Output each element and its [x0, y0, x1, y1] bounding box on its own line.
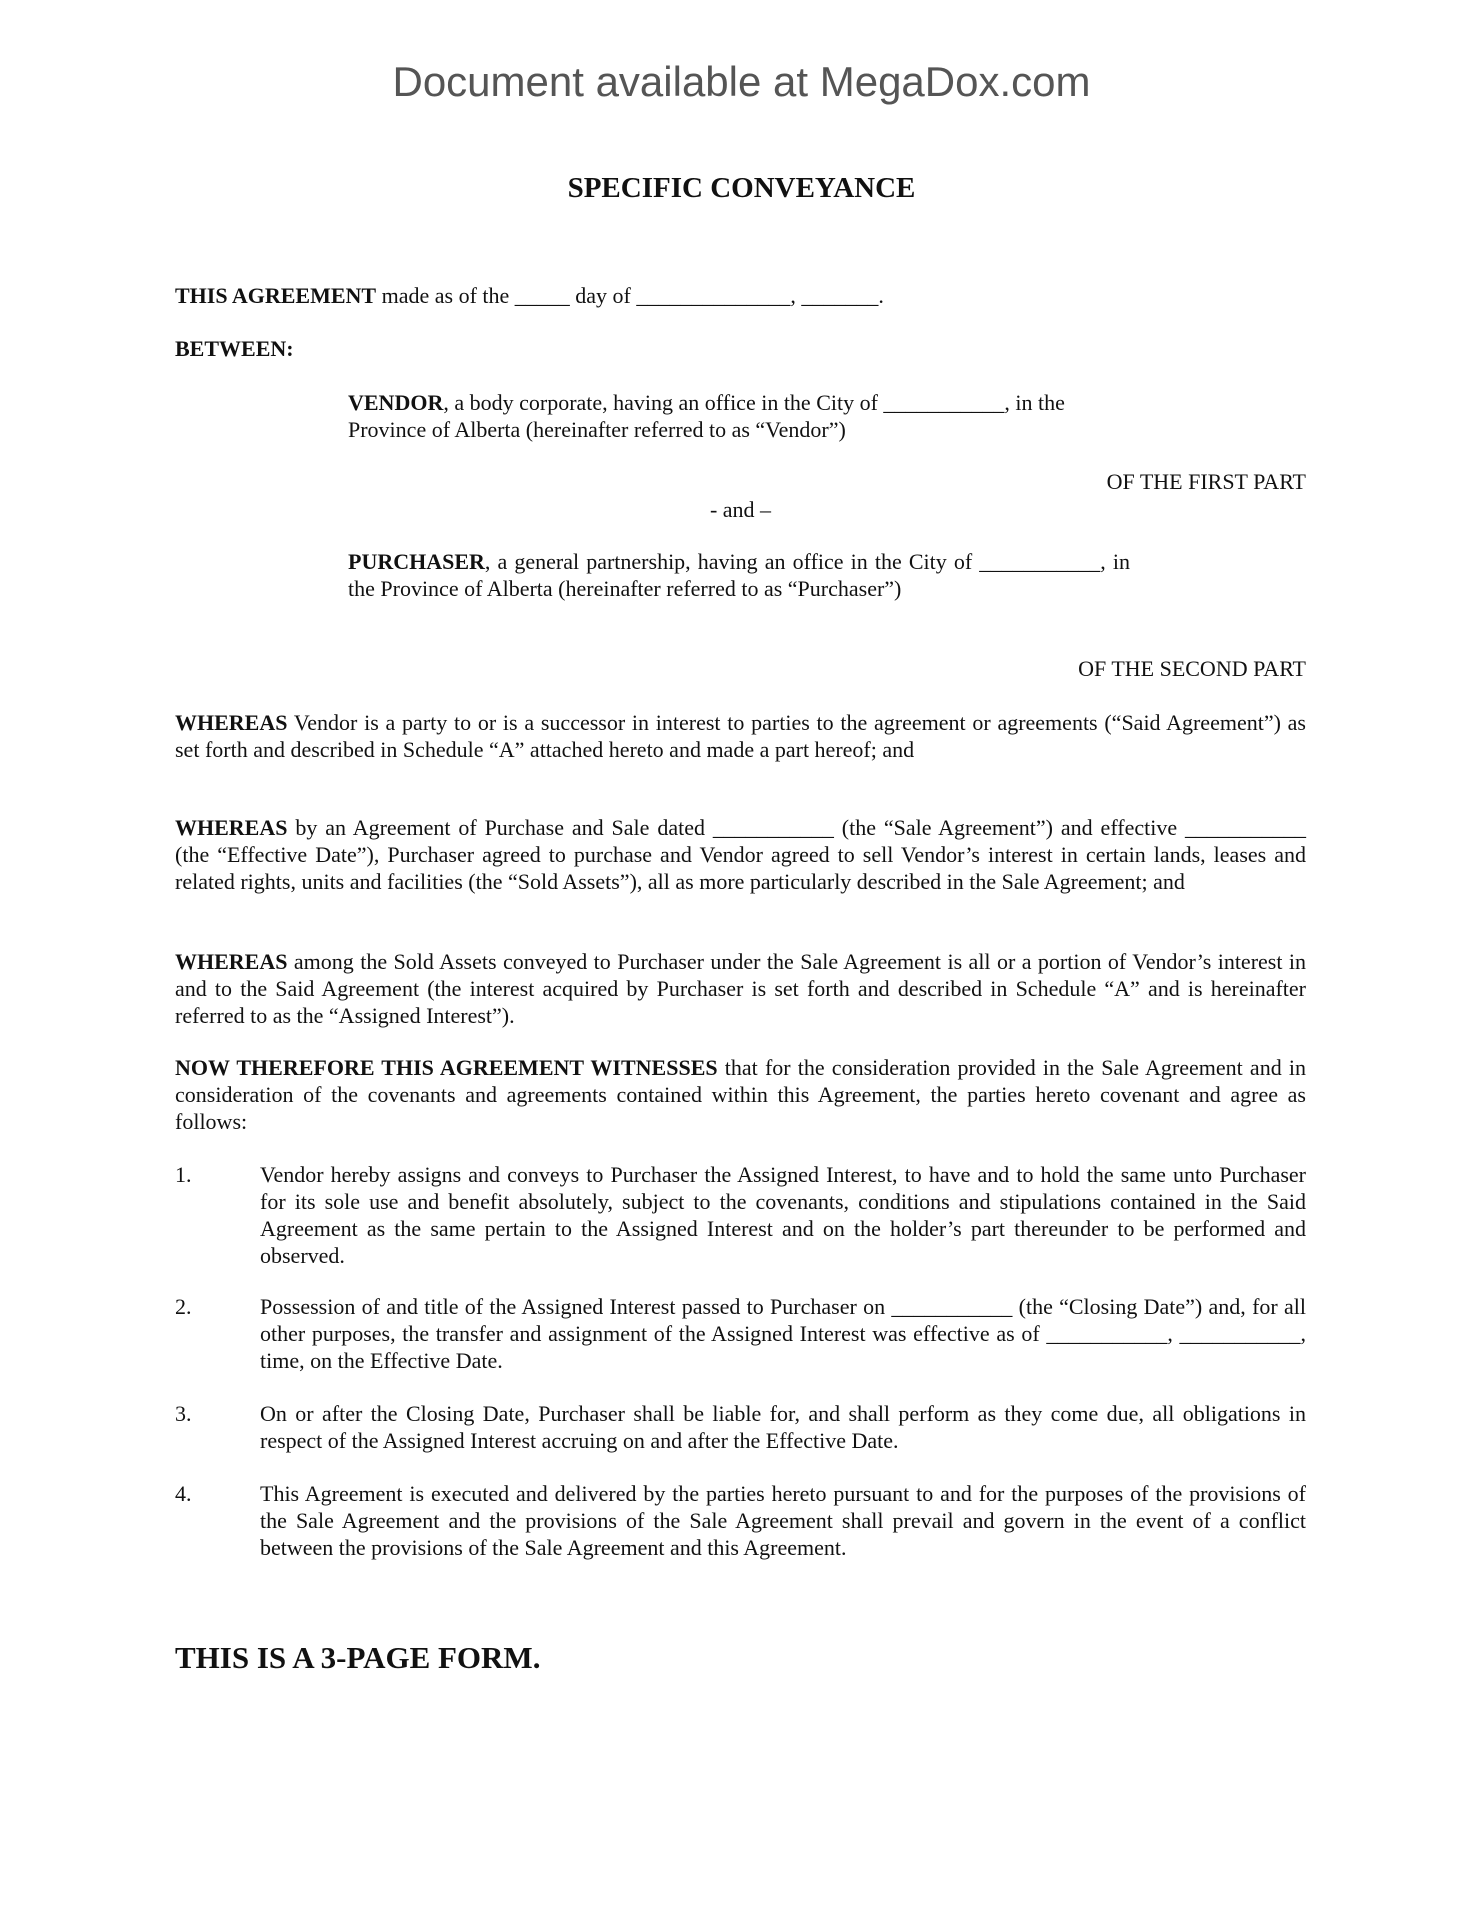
witnesses-bold: NOW THEREFORE THIS AGREEMENT WITNESSES [175, 1055, 718, 1080]
recital-bold: WHEREAS [175, 949, 288, 974]
intro-text: made as of the _____ day of ______________, _______. [376, 283, 884, 308]
between-label: BETWEEN: [175, 336, 294, 361]
item-text: On or after the Closing Date, Purchaser shall be liable for, and shall perform as they come due, all obligations in respect of the Assigned Interest accruing on and after the Effective Date. [260, 1401, 1306, 1453]
recital-text: Vendor is a party to or is a successor in interest to parties to the agreement or agreements (“Said Agreement”) as set forth and described in Schedule “A” attached hereto and made a part hereof; and [175, 710, 1306, 762]
second-part-label: OF THE SECOND PART [1078, 656, 1306, 681]
recital-paragraph [175, 948, 1306, 1029]
vendor-bold: VENDOR [348, 390, 444, 415]
recital-paragraph [175, 814, 1306, 895]
recital-text: among the Sold Assets conveyed to Purchaser under the Sale Agreement is all or a portion of Vendor’s interest in and to the Said Agreement (the interest acquired by Purchaser is set forth and described in Schedule “A” and is hereinafter referred to as the “Assigned Interest”). [175, 949, 1306, 1028]
recital-paragraph [175, 709, 1306, 763]
item-number: 2. [175, 1294, 192, 1319]
item-text: This Agreement is executed and delivered by the parties hereto pursuant to and for the purposes of the provisions of the Sale Agreement and the provisions of the Sale Agreement shall prevail and govern in the event of a conflict between the provisions of the Sale Agreement and this Agreement. [260, 1481, 1306, 1560]
item-number: 4. [175, 1481, 192, 1506]
recital-bold: WHEREAS [175, 815, 288, 840]
page-count-notice: THIS IS A 3-PAGE FORM. [175, 1640, 541, 1675]
purchaser-paragraph [348, 548, 1130, 602]
watermark-link[interactable]: Document available at MegaDox.com [392, 58, 1091, 105]
vendor-text: , a body corporate, having an office in the City of ___________, in the Province of Alberta (hereinafter referred to as “Vendor”) [348, 390, 1065, 442]
witnesses-paragraph [175, 1054, 1306, 1135]
witnesses-text: that for the consideration provided in the Sale Agreement and in consideration of the covenants and agreements contained within this Agreement, the parties hereto covenant and agree as follows: [175, 1055, 1306, 1134]
intro-bold: THIS AGREEMENT [175, 283, 377, 308]
recital-bold: WHEREAS [175, 710, 288, 735]
first-part-label: OF THE FIRST PART [1106, 469, 1306, 494]
document-title: SPECIFIC CONVEYANCE [567, 172, 916, 204]
item-number: 1. [175, 1162, 192, 1187]
vendor-paragraph [348, 389, 1130, 443]
recital-text: by an Agreement of Purchase and Sale dated ___________ (the “Sale Agreement”) and effective ___________ (the “Effective Date”), Purchaser agreed to purchase and Vendor agreed to sell Vendor’s interest in certain lands, leases and related rights, units and facilities (the “Sold Assets”), all as more particularly described in the Sale Agreement; and [175, 815, 1306, 894]
purchaser-bold: PURCHASER [348, 549, 485, 574]
item-number: 3. [175, 1401, 192, 1426]
purchaser-text: , a general partnership, having an office in the City of ___________, in the Province of Alberta (hereinafter referred to as “Purchaser”) [348, 549, 1130, 601]
and-separator: - and – [709, 497, 772, 522]
intro-paragraph [175, 282, 1306, 309]
item-text: Possession of and title of the Assigned Interest passed to Purchaser on ___________ (the “Closing Date”) and, for all other purposes, the transfer and assignment of the Assigned Interest was effective as of ___________, ___________, time, on the Effective Date. [260, 1294, 1306, 1373]
item-text: Vendor hereby assigns and conveys to Purchaser the Assigned Interest, to have and to hold the same unto Purchaser for its sole use and benefit absolutely, subject to the covenants, conditions and stipulations contained in the Said Agreement as the same pertain to the Assigned Interest and on the holder’s part thereunder to be performed and observed. [260, 1162, 1306, 1268]
